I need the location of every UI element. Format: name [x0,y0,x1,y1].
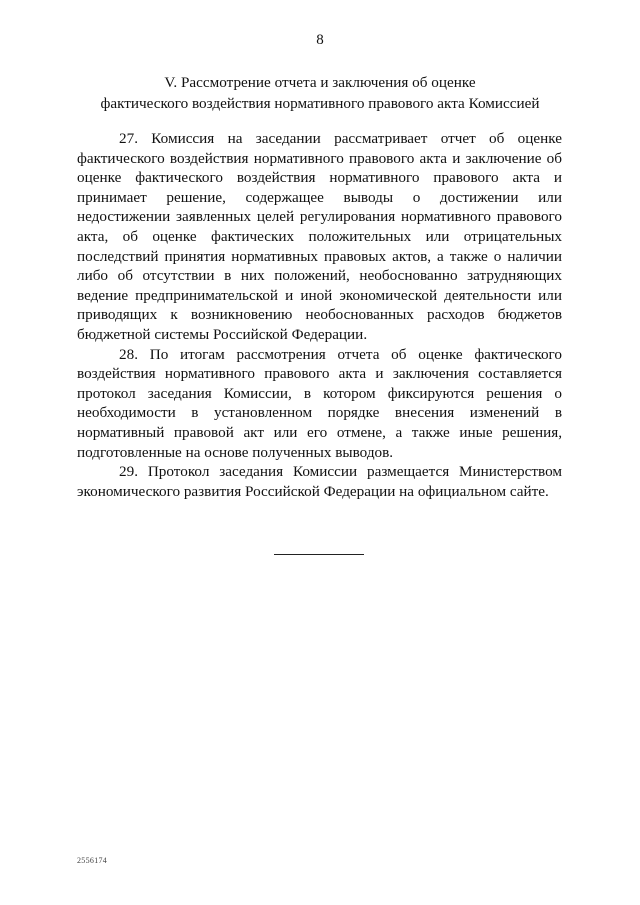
section-heading [60,72,580,114]
end-separator-line [274,554,364,555]
document-code: 2556174 [77,856,108,865]
page-number: 8 [316,32,324,48]
section-heading-line-2: фактического воздействия нормативного правового акта Комиссией [100,95,540,112]
paragraph-27: 27. Комиссия на заседании рассматривает отчет об оценке фактического воздействия нормативного правового акта и заключение об оценке фактического воздействия нормативного правового акта и принимает решение, содержащее выводы о достижении или недостижении заявленных целей регулирования нормативного правового акта, об оценке фактических положительных или отрицательных последствий принятия нормативных правовых актов, а также о наличии либо об отсутствии в них положений, необоснованно затрудняющих ведение предпринимательской и иной экономической деятельности или приводящих к возникновению необоснованных расходов бюджетов бюджетной системы Российской Федерации. [77,130,562,343]
paragraph-28: 28. По итогам рассмотрения отчета об оценке фактического воздействия нормативного правового акта и заключения составляется протокол заседания Комиссии, в котором фиксируются решения о необходимости в установленном порядке внесения изменений в нормативный правовой акт или его отмене, а также иные решения, подготовленные на основе полученных выводов. [77,345,562,461]
section-heading-line-1: V. Рассмотрение отчета и заключения об оценке [164,74,476,91]
section-body [77,129,562,501]
paragraph-29: 29. Протокол заседания Комиссии размещается Министерством экономического развития Российской Федерации на официальном сайте. [77,463,562,500]
